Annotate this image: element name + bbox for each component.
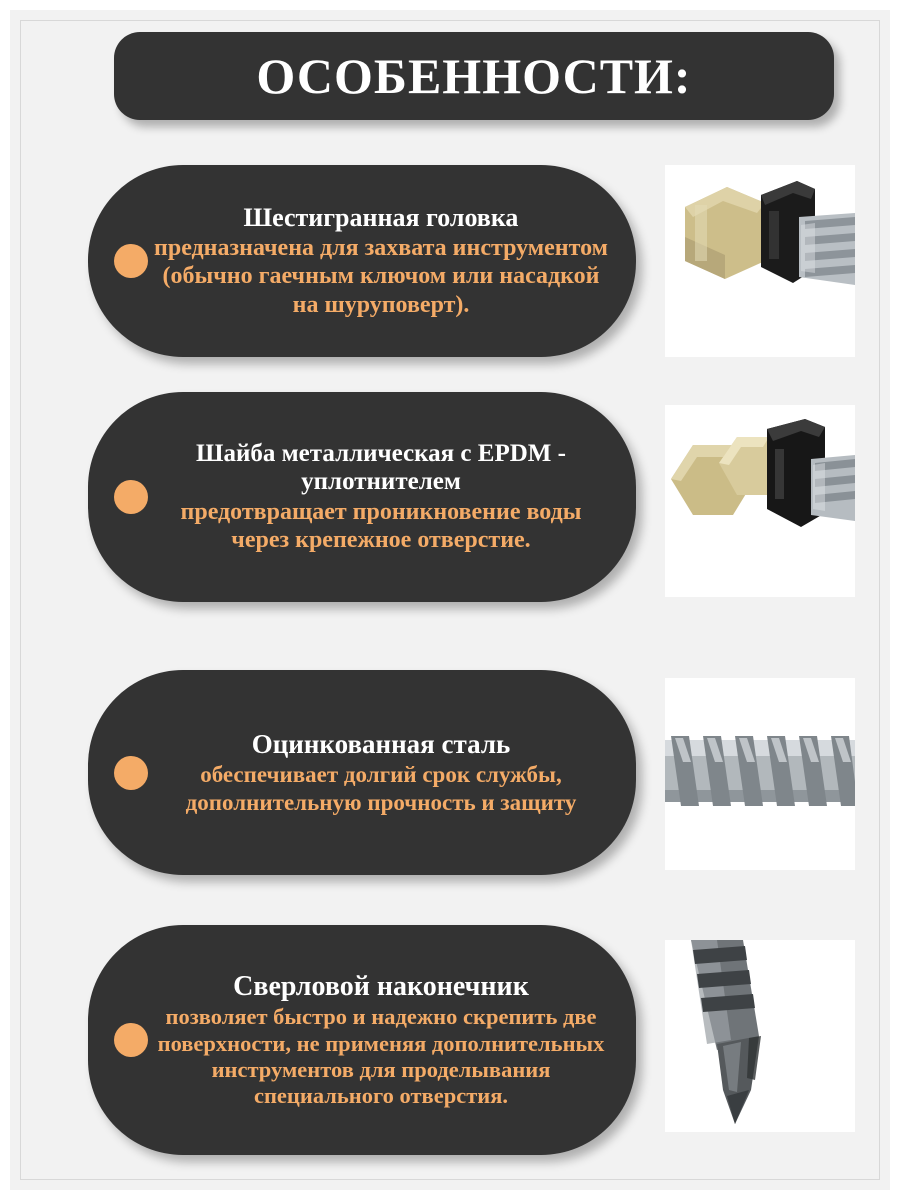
bullet-dot-icon — [114, 1023, 148, 1057]
feature-bubble — [88, 670, 636, 875]
page-title: ОСОБЕННОСТИ: — [256, 48, 692, 104]
page-title-container — [114, 32, 834, 120]
bullet-dot-icon — [114, 244, 148, 278]
feature-bubble — [88, 165, 636, 357]
galvanized-thread-photo — [665, 678, 855, 870]
feature-body: обеспечивает долгий срок службы, дополнительную прочность и защиту — [185, 762, 577, 815]
feature-body: позволяет быстро и надежно скрепить две поверхности, не применяя дополнительных инструментов для проделывания специального отверстия. — [157, 1004, 605, 1108]
feature-text-block — [88, 193, 636, 329]
feature-heading: Шестигранная головка — [243, 202, 519, 232]
bullet-dot-icon — [114, 480, 148, 514]
bullet-dot-icon — [114, 756, 148, 790]
feature-heading: Оцинкованная сталь — [251, 729, 511, 760]
feature-heading: Сверловой наконечник — [233, 971, 529, 1003]
hex-head-screw-photo — [665, 165, 855, 357]
feature-text-block — [88, 961, 636, 1119]
feature-bubble — [88, 392, 636, 602]
feature-text-block — [88, 719, 636, 825]
drill-tip-photo — [665, 940, 855, 1132]
feature-bubble — [88, 925, 636, 1155]
page-title-pill — [114, 32, 834, 120]
feature-body: предотвращает проникновение воды через крепежное отверстие. — [180, 498, 582, 553]
feature-heading: Шайба металлическая с EPDM - уплотнителем — [196, 439, 566, 495]
feature-body: предназначена для захвата инструментом (обычно гаечным ключом или насадкой на шуруповерт). — [154, 235, 608, 318]
epdm-washer-screw-photo — [665, 405, 855, 597]
feature-text-block — [88, 430, 636, 565]
